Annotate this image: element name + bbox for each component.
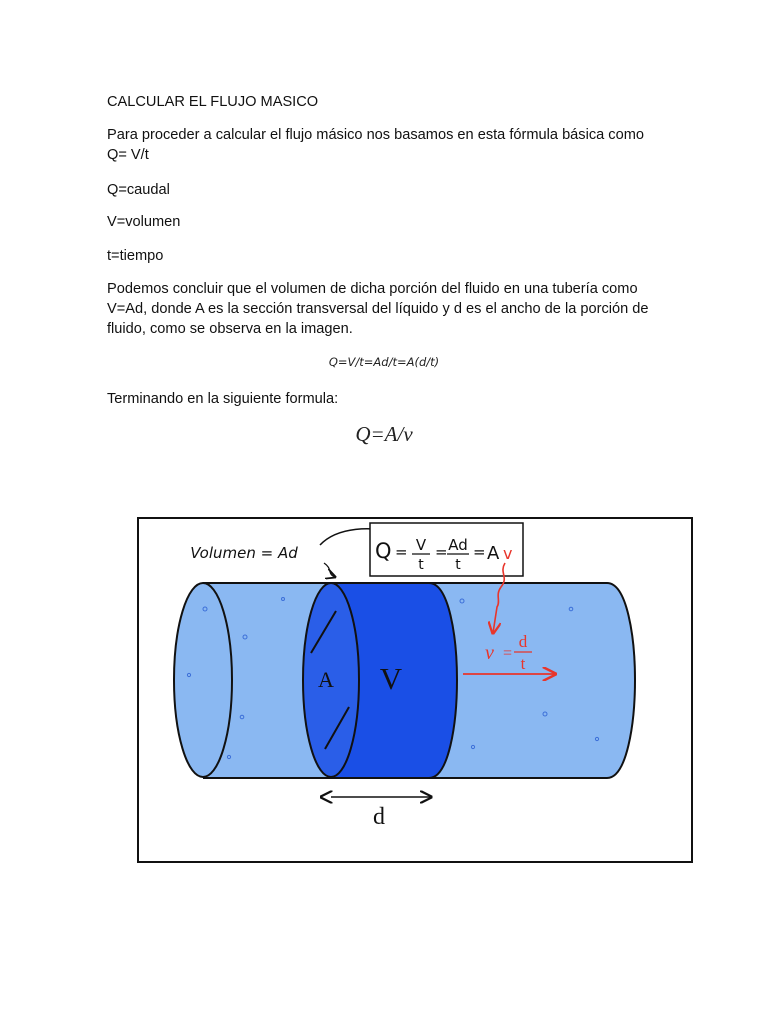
definition-caudal: Q=caudal: [107, 182, 170, 198]
volume-letter: V: [379, 661, 403, 696]
definition-volumen: V=volumen: [107, 214, 181, 230]
pipe-left-opening: [174, 583, 232, 777]
box-equals: =: [395, 543, 408, 561]
formula-chain: Q=V/t=Ad/t=A(d/t): [328, 355, 440, 369]
box-equals: =: [435, 543, 448, 561]
box-q: Q: [375, 539, 392, 563]
box-ad: Ad: [448, 536, 468, 554]
box-t: t: [455, 557, 461, 573]
final-formula: Q=A/v: [355, 422, 413, 446]
velocity-d: d: [518, 632, 528, 651]
width-label: d: [373, 804, 385, 830]
box-a: A: [487, 543, 500, 564]
velocity-t: t: [520, 654, 526, 673]
box-equals: =: [473, 543, 486, 561]
definition-tiempo: t=tiempo: [107, 248, 164, 264]
volume-annotation: Volumen = Ad: [190, 544, 298, 562]
conclusion-paragraph: Podemos concluir que el volumen de dicha porción del fluido en una tubería como V=Ad, donde A es la sección transversal del líquido y d es el ancho de la porción de fluido, como se observa en la imagen.: [107, 281, 649, 337]
page-title: CALCULAR EL FLUJO MASICO: [107, 94, 319, 110]
velocity-equals: =: [503, 645, 513, 662]
pipe-flow-figure: [137, 517, 693, 863]
intro-paragraph: Para proceder a calcular el flujo másico nos basamos en esta fórmula básica como Q= V/t: [107, 127, 644, 163]
pipe-flow-diagram: [137, 517, 693, 863]
box-v: V: [415, 536, 427, 554]
box-t: t: [418, 557, 424, 573]
box-v-red: v: [503, 544, 513, 563]
ending-sentence: Terminando en la siguiente formula:: [107, 391, 339, 407]
velocity-v: v: [485, 642, 494, 664]
area-label: A: [318, 667, 334, 692]
